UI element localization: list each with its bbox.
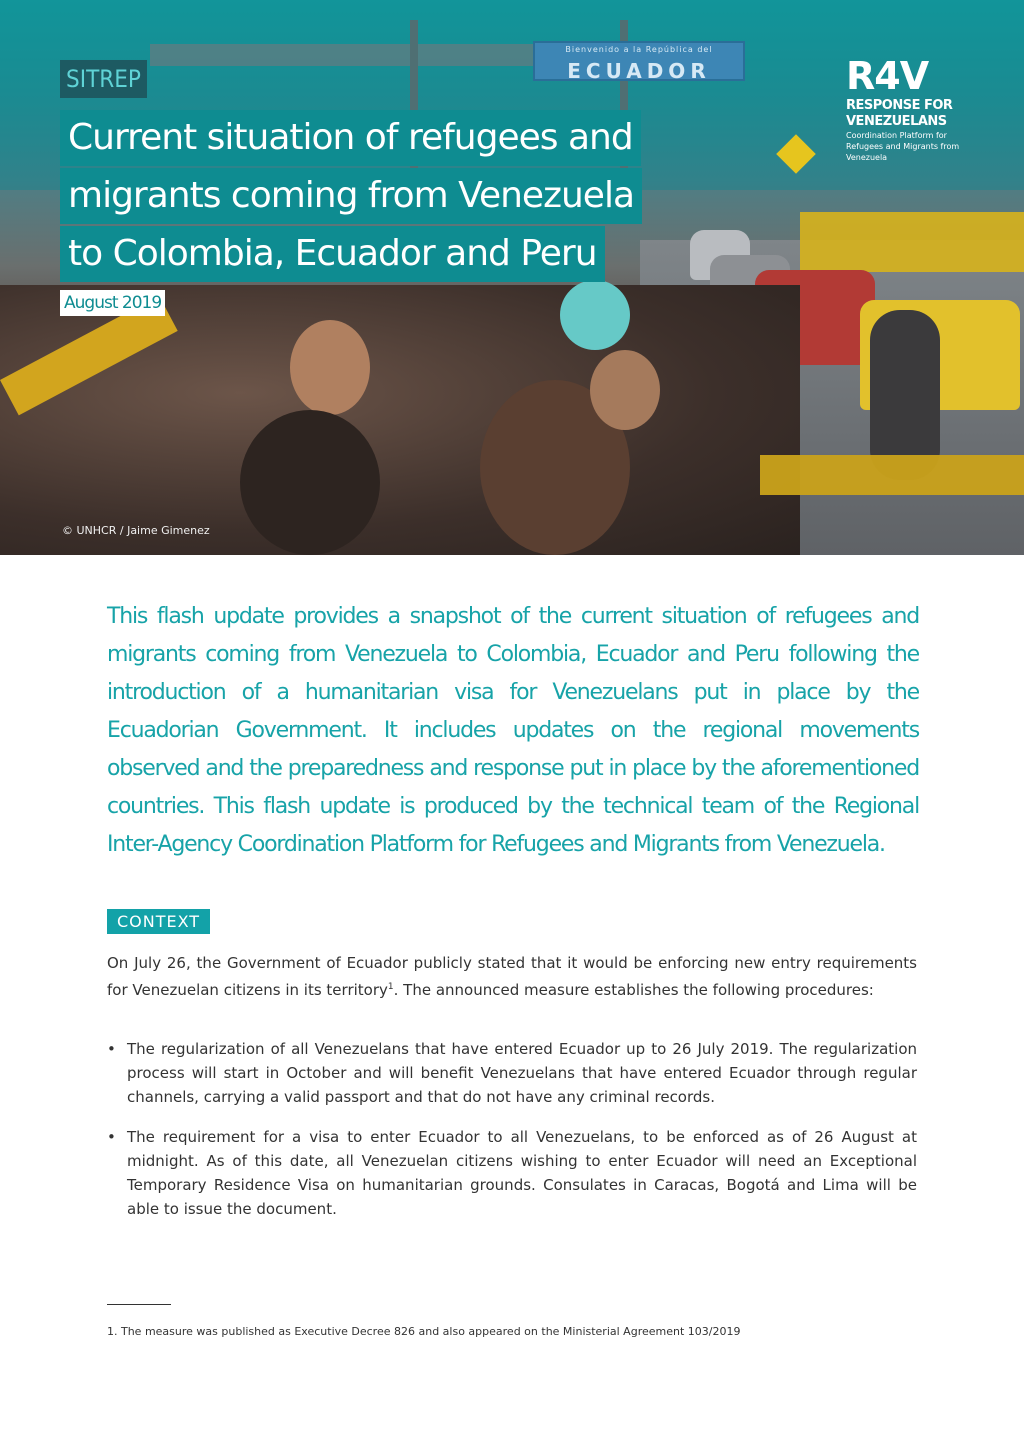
road-sign <box>533 41 745 81</box>
photo-gantry <box>150 44 570 66</box>
r4v-logo <box>846 56 966 163</box>
title-line-2: migrants coming from Venezuela <box>60 168 642 224</box>
photo-person <box>240 410 380 555</box>
photo-credit: © UNHCR / Jaime Gimenez <box>62 524 210 537</box>
photo-railing <box>800 212 1024 272</box>
list-item <box>107 1125 917 1221</box>
footnote: 1. The measure was published as Executive Decree 826 and also appeared on the Ministerial Agreement 103/2019 <box>107 1325 741 1338</box>
road-sign-small-text: Bienvenido a la República del <box>565 45 713 54</box>
sitrep-tag: SITREP <box>60 60 147 98</box>
footnote-divider <box>107 1304 171 1305</box>
title-line-3: to Colombia, Ecuador and Peru <box>60 226 605 282</box>
context-bullet-list <box>107 1037 917 1237</box>
bullet-icon: • <box>107 1040 116 1058</box>
context-text-after: . The announced measure establishes the following procedures: <box>393 981 874 999</box>
photo-person <box>290 320 370 415</box>
logo-line-1: RESPONSE FOR <box>846 98 953 113</box>
intro-summary <box>107 598 919 864</box>
bullet-text: The regularization of all Venezuelans that have entered Ecuador up to 26 July 2019. The regularization process will start in October and will benefit Venezuelans that have entered Ecuador through regular channels, carrying a valid passport and that do not have any criminal records. <box>127 1040 917 1106</box>
section-heading-context: CONTEXT <box>107 909 210 934</box>
logo-subtitle: Coordination Platform for Refugees and Migrants from Venezuela <box>846 131 960 162</box>
title-line-1: Current situation of refugees and <box>60 110 641 166</box>
bullet-text: The requirement for a visa to enter Ecuador to all Venezuelans, to be enforced as of 26 August at midnight. As of this date, all Venezuelan citizens wishing to enter Ecuador will need an Exceptional Temporary Residence Visa on humanitarian grounds. Consulates in Caracas, Bogotá and Lima will be able to issue the document. <box>127 1128 917 1218</box>
road-sign-text: ECUADOR <box>567 59 711 83</box>
photo-person <box>590 350 660 430</box>
list-item <box>107 1037 917 1109</box>
bullet-icon: • <box>107 1128 116 1146</box>
date-tag: August 2019 <box>60 290 165 316</box>
photo-railing <box>760 455 1024 495</box>
logo-mark: R4V <box>846 54 929 98</box>
context-paragraph <box>107 951 917 1002</box>
logo-line-2: VENEZUELANS <box>846 114 947 129</box>
intro-text: This flash update provides a snapshot of the current situation of refugees and migrants coming from Venezuela to Colombia, Ecuador and Peru following the introduction of a humanitarian visa for Venezuelans put in place by the Ecuadorian Government. It includes updates on the regional movements observed and the preparedness and response put in place by the aforementioned countries. This flash update is produced by the technical team of the Regional Inter-Agency Coordination Platform for Refugees and Migrants from Venezuela. <box>107 604 919 857</box>
context-text-before: On July 26, the Government of Ecuador publicly stated that it would be enforcing new entry requirements for Venezuelan citizens in its territory <box>107 954 917 999</box>
photo-person <box>560 280 630 350</box>
footnote-ref[interactable]: 1 <box>387 982 394 992</box>
